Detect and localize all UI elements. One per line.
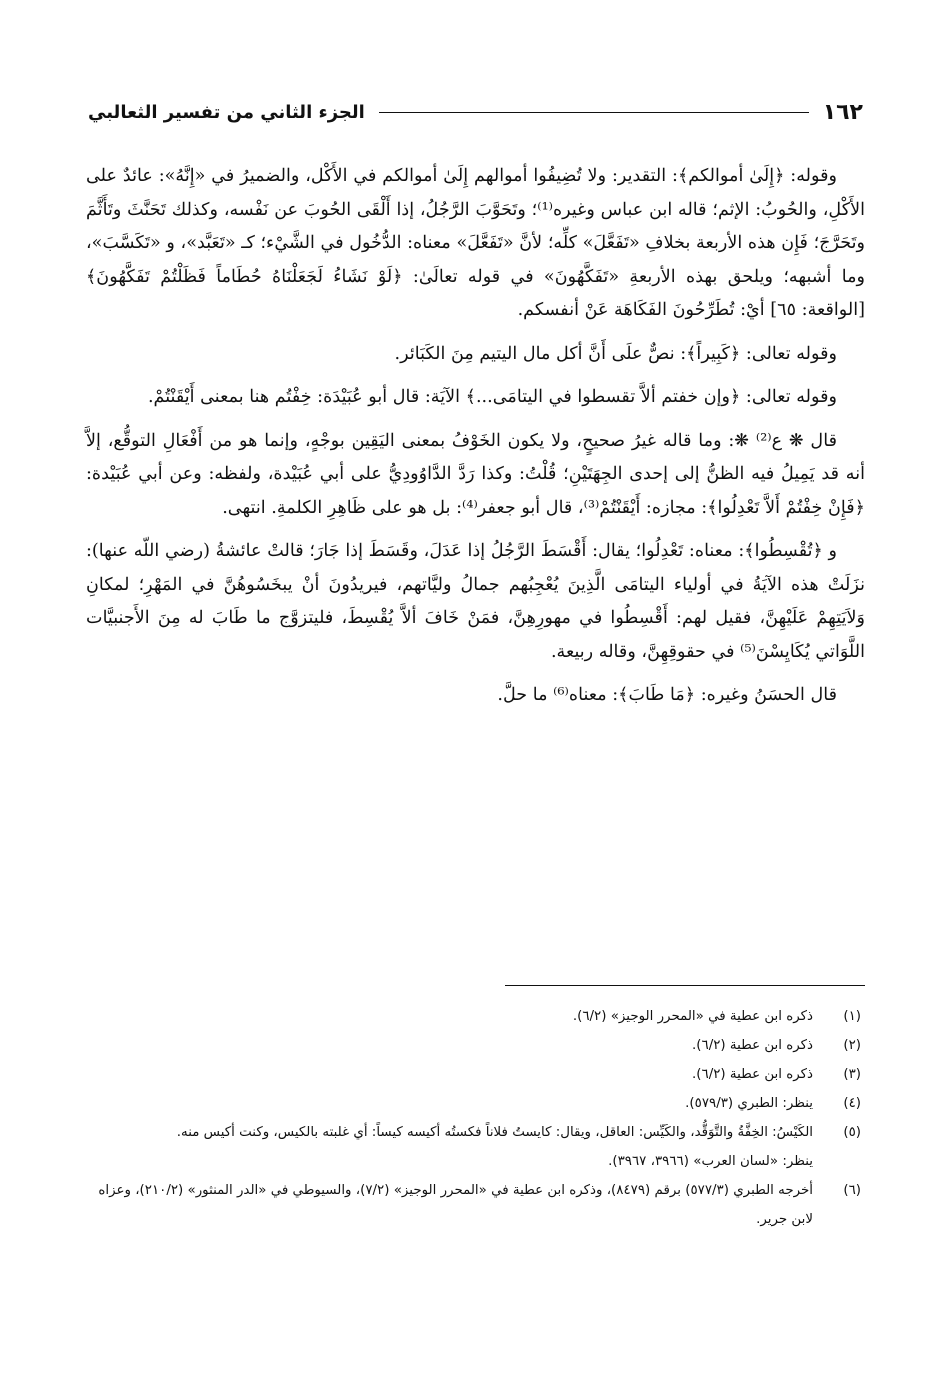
paragraph-amwalikum: وقوله: ﴿إِلَىٰ أموالكم﴾: التقدير: ولا تُضِيفُوا أموالهم إِلَىٰ أموالكم في الأَكْل، والضميرُ في «إِنَّهُ»: عائدٌ على الأَكْلِ، والحُوبُ: الإثم؛ قاله ابن عباس وغيره⁽¹⁾؛ وتَحَوَّبَ الرَّجُلُ، إذا أَلْقَى الحُوبَ عن نَفْسه، وكذلك تَحَنَّثَ وتَأَثَّمَ وتَحَرَّجَ؛ فَإِن هذه الأربعة بخلافِ «تَفَعَّلَ» كلِّه؛ لأنَّ «تَفَعَّلَ» معناه: الدُّخُول في الشَّيْء؛ كـ «تَعَبَّد»، و «تَكَسَّبَ»، وما أشبهه؛ ويلحق بهذه الأربعةِ «تَفَكَّهُونَ» في قوله تعالَىٰ: ﴿لَوْ نَشَاءُ لَجَعَلْنَاهُ حُطَاماً فَظَلْتُمْ تَفَكَّهُونَ﴾ [الواقعة: ٦٥] أيْ: تُطَرِّحُونَ الفَكَاهَة عَنْ أنفسكم. — [86, 166, 866, 320]
paragraph-ma-taba: قال الحسَنُ وغيره: ﴿مَا طَابَ﴾: معناه⁽⁶⁾ ما حلَّ. — [497, 685, 837, 705]
header-rule — [379, 112, 809, 113]
footnote-6 — [86, 1176, 861, 1234]
footnote-text: ذكره ابن عطية في «المحرر الوجيز» (٦/٢). — [572, 1009, 813, 1024]
footnote-3 — [86, 1060, 861, 1089]
page-number: ١٦٢ — [822, 99, 863, 125]
footnote-number: (٢) — [843, 1038, 861, 1053]
footnote-text: ذكره ابن عطية (٦/٢). — [692, 1038, 813, 1053]
footnote-number: (١) — [843, 1009, 861, 1024]
paragraph-khiftum: وقوله تعالى: ﴿وإن خفتم ألاَّ تقسطوا في اليتامَى...﴾ الآيَة: قال أبو عُبَيْدَة: خِفْتُم هنا بمعنى أَيْقَنْتُمْ. — [147, 387, 837, 407]
footnote-2 — [86, 1031, 861, 1060]
running-header — [88, 92, 863, 132]
paragraph-kabiran: وقوله تعالى: ﴿كَبِيراً﴾: نصٌّ علَى أَنَّ أكل مال اليتيم مِنَ الكَبَائر. — [394, 343, 837, 364]
footnote-5 — [86, 1118, 861, 1147]
footnote-1 — [86, 1002, 861, 1031]
footnote-text: ذكره ابن عطية (٦/٢). — [692, 1067, 813, 1082]
footnote-separator — [505, 985, 865, 986]
footnote-number: (٣) — [843, 1067, 861, 1082]
footnote-text: ينظر: الطبري (٥٧٩/٣). — [685, 1096, 813, 1111]
paragraph-tuqsitu: و ﴿تُقْسِطُوا﴾: معناه: تَعْدِلُوا؛ يقال: أَقْسَطَ الرَّجُلُ إذا عَدَلَ، وقَسَطَ إذا جَارَ؛ قالتْ عائشةُ (رضي اللّه عنها): نزَلَتْ هذه الآيَةُ في أولياء اليتامَى الَّذِينَ يُعْجِبُهم جمالُ وليَّاتهم، فيريدُونَ أنْ يبخَسُوهُنَّ في المَهْرِ؛ لمكانِ وَلاَيَتِهِمْ عَلَيْهِنَّ، فقيل لهم: أَقْسِطُوا في مهورِهِنَّ، فمَنْ خَافَ ألاَّ يُقْسِطَ، فليتزوَّج ما طَابَ له مِنَ الأَجنبيَّات اللَّوَاتي يُكَايِسْنَ⁽⁵⁾ في حقوقِهِنَّ، وقاله ربيعة. — [86, 541, 865, 662]
running-title: الجزء الثاني من تفسير الثعالبي — [88, 101, 365, 123]
footnote-text: الكَيْسُ: الخِفَّةُ والتَّوَقُّد، والكَيِّس: العاقل، ويقال: كايستُ فلاناً فكستُه أكيسه كيساً: أي غلبته بالكيس، وكنت أكيس منه. — [176, 1125, 813, 1140]
paragraph-qala-ain: قال ❋ ع⁽²⁾ ❋: وما قاله غيرُ صحيحٍ، ولا يكون الخَوْفُ بمعنى اليَقِين بوجْهٍ، وإنما هو من أَفْعَالِ التوقُّع، إلاَّ أنه قد يَمِيلُ فيه الظنُّ إلى إحدى الجِهَتَيْنِ؛ قُلْتُ: وكذا رَدَّ الدَّاوُودِيُّ على أبي عُبَيْدة، ولفظه: وعن أبي عُبَيْدة: ﴿فَإِنْ خِفْتُمْ أَلاَّ تَعْدِلُوا﴾: مجازه: أَيْقَنْتُمْ⁽³⁾، قال أبو جعفر⁽⁴⁾: بل هو على ظَاهِرِ الكلمةِ. انتهى. — [86, 430, 865, 518]
footnote-5-reference: ينظر: «لسان العرب» (٣٩٦٦، ٣٩٦٧). — [608, 1154, 813, 1169]
footnote-text: أخرجه الطبري (٥٧٧/٣) برقم (٨٤٧٩)، وذكره ابن عطية في «المحرر الوجيز» (٧/٢)، والسيوطي في «الدر المنثور» (٢١٠/٢)، وعزاه لابن جرير. — [98, 1183, 813, 1227]
footnotes — [86, 1002, 861, 1234]
footnote-4 — [86, 1089, 861, 1118]
main-text — [86, 160, 865, 723]
footnote-number: (٥) — [843, 1125, 861, 1140]
footnote-number: (٦) — [843, 1183, 861, 1198]
footnote-number: (٤) — [843, 1096, 861, 1111]
